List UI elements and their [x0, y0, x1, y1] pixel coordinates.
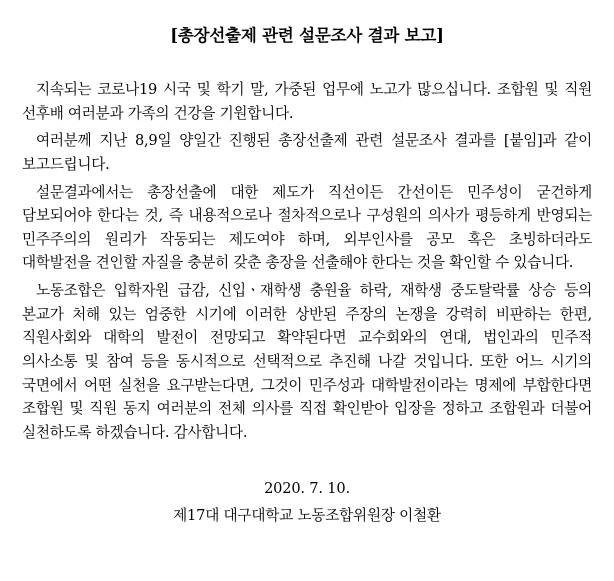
paragraph: 설문결과에서는 총장선출에 대한 제도가 직선이든 간선이든 민주성이 굳건하게 담보되어야 한다는 것, 즉 내용적으로나 절차적으로나 구성원의 의사가 평등하게 반영되는 민주주의의 원리가 작동되는 제도여야 하며, 외부인사를 공모 혹은 초빙하더라도 대학발전을 견인할 자질을 충분히 갖춘 총장을 선출해야 한다는 것을 확인할 수 있습니다.	[22, 183, 592, 272]
page-title: [총장선출제 관련 설문조사 결과 보고]	[170, 26, 444, 45]
document-page	[0, 22, 614, 581]
paragraph: 여러분께 지난 8,9일 양일간 진행된 총장선출제 관련 설문조사 결과를 [붙임]과 같이 보고드립니다.	[22, 132, 592, 173]
paragraph: 지속되는 코로나19 시국 및 학기 말, 가중된 업무에 노고가 많으십니다. 조합원 및 직원 선후배 여러분과 가족의 건강을 기원합니다.	[22, 81, 592, 122]
document-body	[22, 78, 592, 445]
signature-block	[22, 475, 592, 530]
signature-name: 제17대 대구대학교 노동조합위원장 이철환	[173, 507, 441, 525]
signature-date: 2020. 7. 10.	[264, 479, 350, 497]
paragraph: 노동조합은 입학자원 급감, 신입ㆍ재학생 충원율 하락, 재학생 중도탈락률 상승 등의 본교가 처해 있는 엄중한 시기에 이러한 상반된 주장의 논쟁을 강력히 비판하는 한편, 직원사회와 대학의 발전이 전망되고 확약된다면 교수회와의 연대, 법인과의 민주적 의사소통 및 참여 등을 동시적으로 선택적으로 추진해 나갈 것입니다. 또한 어느 시기의 국면에서 어떤 실천을 요구받는다면, 그것이 민주성과 대학발전이라는 명제에 부합한다면 조합원 및 직원 동지 여러분의 전체 의사를 직접 확인받아 입장을 정하고 조합원과 더불어 실천하도록 하겠습니다. 감사합니다.	[22, 282, 592, 441]
